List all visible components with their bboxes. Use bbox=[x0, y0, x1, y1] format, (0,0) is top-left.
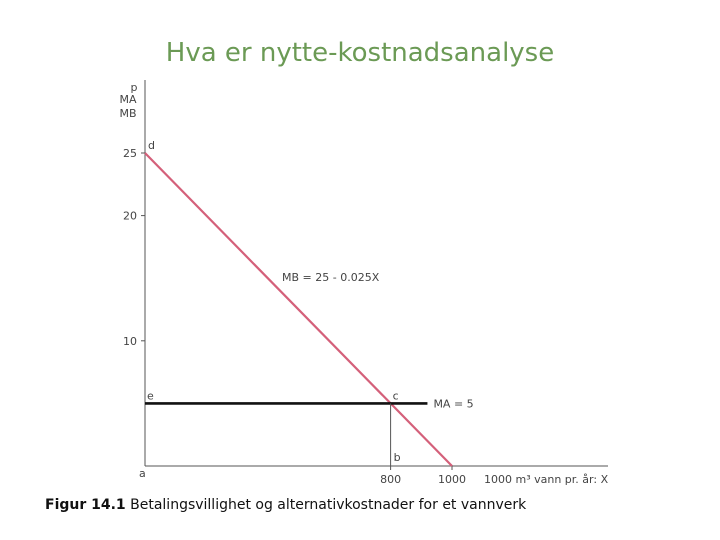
y-tick-label: 25 bbox=[123, 147, 137, 160]
y-axis-title-line: MA bbox=[119, 93, 137, 106]
mb-line bbox=[145, 153, 452, 466]
figure-caption bbox=[45, 497, 526, 513]
point-label-layer bbox=[139, 139, 401, 480]
slide-title: Hva er nytte-kostnadsanalyse bbox=[165, 38, 555, 68]
ma-equation-label: MA = 5 bbox=[433, 397, 474, 411]
tick-layer bbox=[123, 147, 466, 486]
x-tick-label: 1000 bbox=[438, 473, 466, 486]
point-label-e: e bbox=[147, 389, 154, 403]
point-label-c: c bbox=[392, 389, 399, 403]
y-tick-label: 20 bbox=[123, 209, 137, 223]
caption-text: Betalingsvillighet og alternativkostnader for et vannverk bbox=[130, 497, 527, 513]
series-layer bbox=[145, 153, 474, 466]
point-label-a: a bbox=[139, 467, 146, 480]
x-tick-label: 800 bbox=[380, 473, 402, 486]
point-label-b: b bbox=[393, 451, 401, 464]
y-axis-title-line: MB bbox=[119, 107, 137, 120]
y-axis-title-line: p bbox=[130, 81, 138, 94]
y-tick-label: 10 bbox=[123, 334, 137, 348]
mb-equation-label: MB = 25 - 0.025X bbox=[282, 271, 380, 284]
caption-label: Figur 14.1 bbox=[45, 497, 126, 513]
y-axis-title bbox=[119, 81, 137, 120]
point-label-d: d bbox=[148, 139, 155, 152]
x-axis-title: 1000 m³ vann pr. år: X bbox=[484, 473, 609, 486]
